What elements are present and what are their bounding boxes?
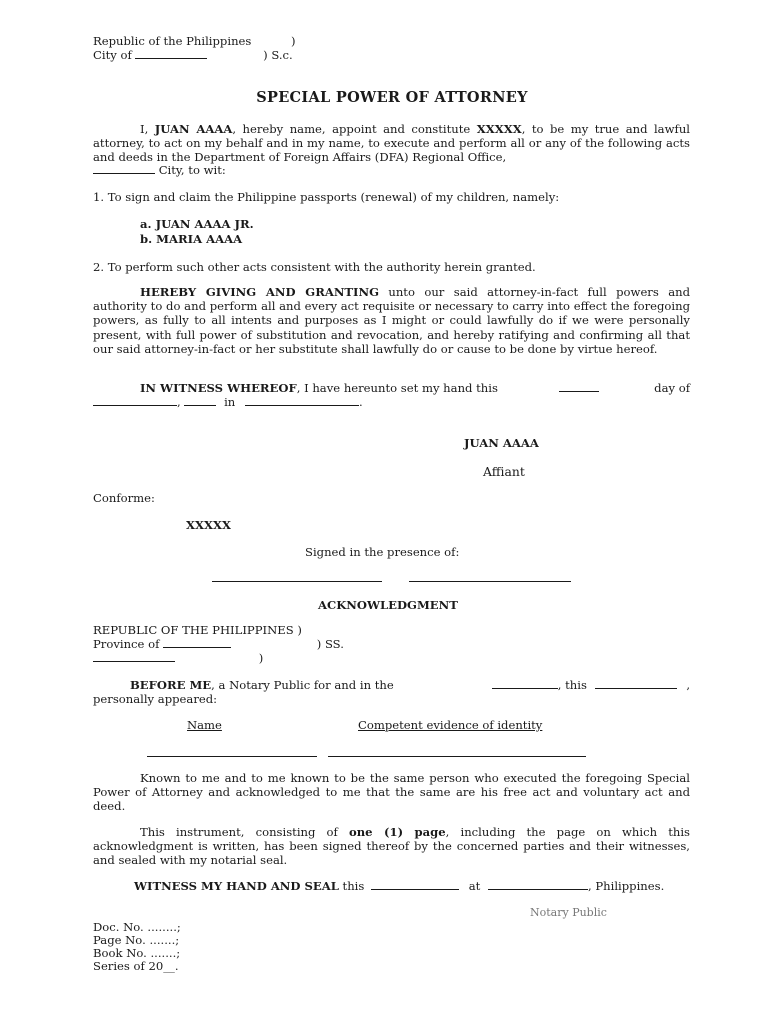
- province-blank: [163, 637, 231, 648]
- child-1: a. JUAN AAAA JR.: [140, 217, 254, 231]
- city-blank: [135, 48, 207, 59]
- conforme-label: Conforme:: [93, 491, 155, 505]
- item-2: 2. To perform such other acts consistent with the authority herein granted.: [93, 260, 536, 274]
- col-name: Name: [187, 718, 222, 732]
- witness-signature-line-1: [212, 581, 382, 582]
- witness-text: , I have hereunto set my hand this: [296, 381, 498, 395]
- principal-name: JUAN AAAA: [154, 122, 233, 136]
- seal-date-blank: [371, 879, 459, 890]
- witness-period: .: [358, 395, 363, 409]
- witness-seal-end: , Philippines.: [587, 879, 665, 893]
- municipality-blank: [93, 651, 175, 662]
- before-me-this: , this: [557, 678, 587, 692]
- giving-text: unto our said attorney-in-fact full powers and authority to do and perform all and every act requisite or necessary to carry into effect the foregoing powers, as fully to all intents and purposes as I might or could lawfully do if we were personally present, with full power of substitution and revocation, and hereby ratifying and confirming all that our said attorney-in-fact or her substitute shall lawfully do or cause to be done by virtue hereof.: [93, 285, 690, 356]
- witness-comma: ,: [177, 395, 181, 409]
- witness-seal-at: at: [468, 879, 481, 893]
- header-sc: ) S.c.: [263, 48, 293, 62]
- intro-city-tail: City, to wit:: [158, 163, 226, 177]
- intro-rest: , to be my true and lawful attorney, to act on my behalf and in my name, to execute and perform all or any of the following acts and deeds in the Department of Foreign Affairs (DFA) Regional Office,: [93, 122, 690, 165]
- before-me-comma: ,: [686, 678, 690, 692]
- intro-lead: I,: [140, 122, 155, 136]
- ack-blank-line: [93, 651, 263, 665]
- instrument-lead: This instrument, consisting of: [140, 825, 349, 839]
- instrument-bold: one (1) page: [348, 825, 446, 839]
- witness-intro: [140, 381, 498, 395]
- place-blank: [245, 395, 359, 406]
- intro-paragraph: [93, 122, 690, 165]
- attorney-name: XXXXX: [476, 122, 522, 136]
- header-republic-text: Republic of the Philippines: [93, 34, 252, 48]
- intro-city-line: [93, 163, 226, 177]
- seal-place-blank: [488, 879, 588, 890]
- header-city: [93, 48, 293, 62]
- witness-day: day of: [654, 381, 690, 395]
- affiant-label: Affiant: [483, 464, 525, 479]
- page-no: Page No. .......;: [93, 933, 180, 947]
- before-me-text: , a Notary Public for and in the: [211, 678, 394, 692]
- header-republic: [93, 34, 296, 48]
- evidence-line: [328, 756, 586, 757]
- name-line: [147, 756, 317, 757]
- notary-date-blank: [595, 678, 677, 689]
- day-blank: [559, 381, 599, 392]
- witness-seal-lead: WITNESS MY HAND AND SEAL: [134, 879, 339, 893]
- ack-province-label: Province of: [93, 637, 160, 651]
- instrument-paragraph: [93, 825, 690, 868]
- conforme-name: XXXXX: [186, 518, 231, 532]
- before-me-line: [130, 678, 690, 692]
- intro-mid: , hereby name, appoint and constitute: [232, 122, 477, 136]
- year-blank: [184, 395, 216, 406]
- ack-ss: ) SS.: [316, 637, 344, 651]
- giving-paragraph: [93, 285, 690, 356]
- dfa-city-blank: [93, 163, 155, 174]
- book-no: Book No. .......;: [93, 946, 181, 960]
- witness-line-1: [140, 381, 690, 395]
- witness-seal-this: this: [338, 879, 365, 893]
- month-blank: [93, 395, 177, 406]
- ack-paren: ): [258, 651, 264, 665]
- before-me-lead: BEFORE ME: [130, 678, 212, 692]
- child-2: b. MARIA AAAA: [140, 232, 243, 246]
- series-no: Series of 20__.: [93, 959, 179, 973]
- instrument-rest: , including the page on which this acknowledgment is written, has been signed thereof by the concerned parties and their witnesses, and sealed with my notarial seal.: [93, 825, 690, 868]
- witness-line-2: [93, 395, 363, 409]
- witness-signature-line-2: [409, 581, 571, 582]
- item-1: 1. To sign and claim the Philippine passports (renewal) of my children, namely:: [93, 190, 560, 204]
- header-paren: ): [291, 34, 296, 48]
- signed-presence: Signed in the presence of:: [305, 545, 460, 559]
- affiant-name: JUAN AAAA: [464, 436, 539, 450]
- witness-lead: IN WITNESS WHEREOF: [140, 381, 297, 395]
- known-paragraph: Known to me and to me known to be the same person who executed the foregoing Special Power of Attorney and acknowledged to me that the same are his free act and voluntary act and deed.: [93, 771, 690, 814]
- col-evidence: Competent evidence of identity: [358, 718, 543, 732]
- document-title: SPECIAL POWER OF ATTORNEY: [256, 89, 528, 106]
- appeared: personally appeared:: [93, 692, 218, 706]
- ack-province: [93, 637, 344, 651]
- giving-lead: HEREBY GIVING AND GRANTING: [140, 285, 379, 299]
- header-city-label: City of: [93, 48, 132, 62]
- doc-no: Doc. No. ........;: [93, 920, 181, 934]
- before-me-blanks: [492, 678, 690, 692]
- acknowledgment-title: ACKNOWLEDGMENT: [318, 598, 458, 612]
- witness-in: in: [224, 395, 236, 409]
- before-me-intro: [130, 678, 394, 692]
- ack-republic: REPUBLIC OF THE PHILIPPINES ): [93, 623, 302, 637]
- notary-place-blank: [492, 678, 558, 689]
- notary-public-label: Notary Public: [530, 906, 607, 919]
- witness-seal-line: [134, 879, 664, 893]
